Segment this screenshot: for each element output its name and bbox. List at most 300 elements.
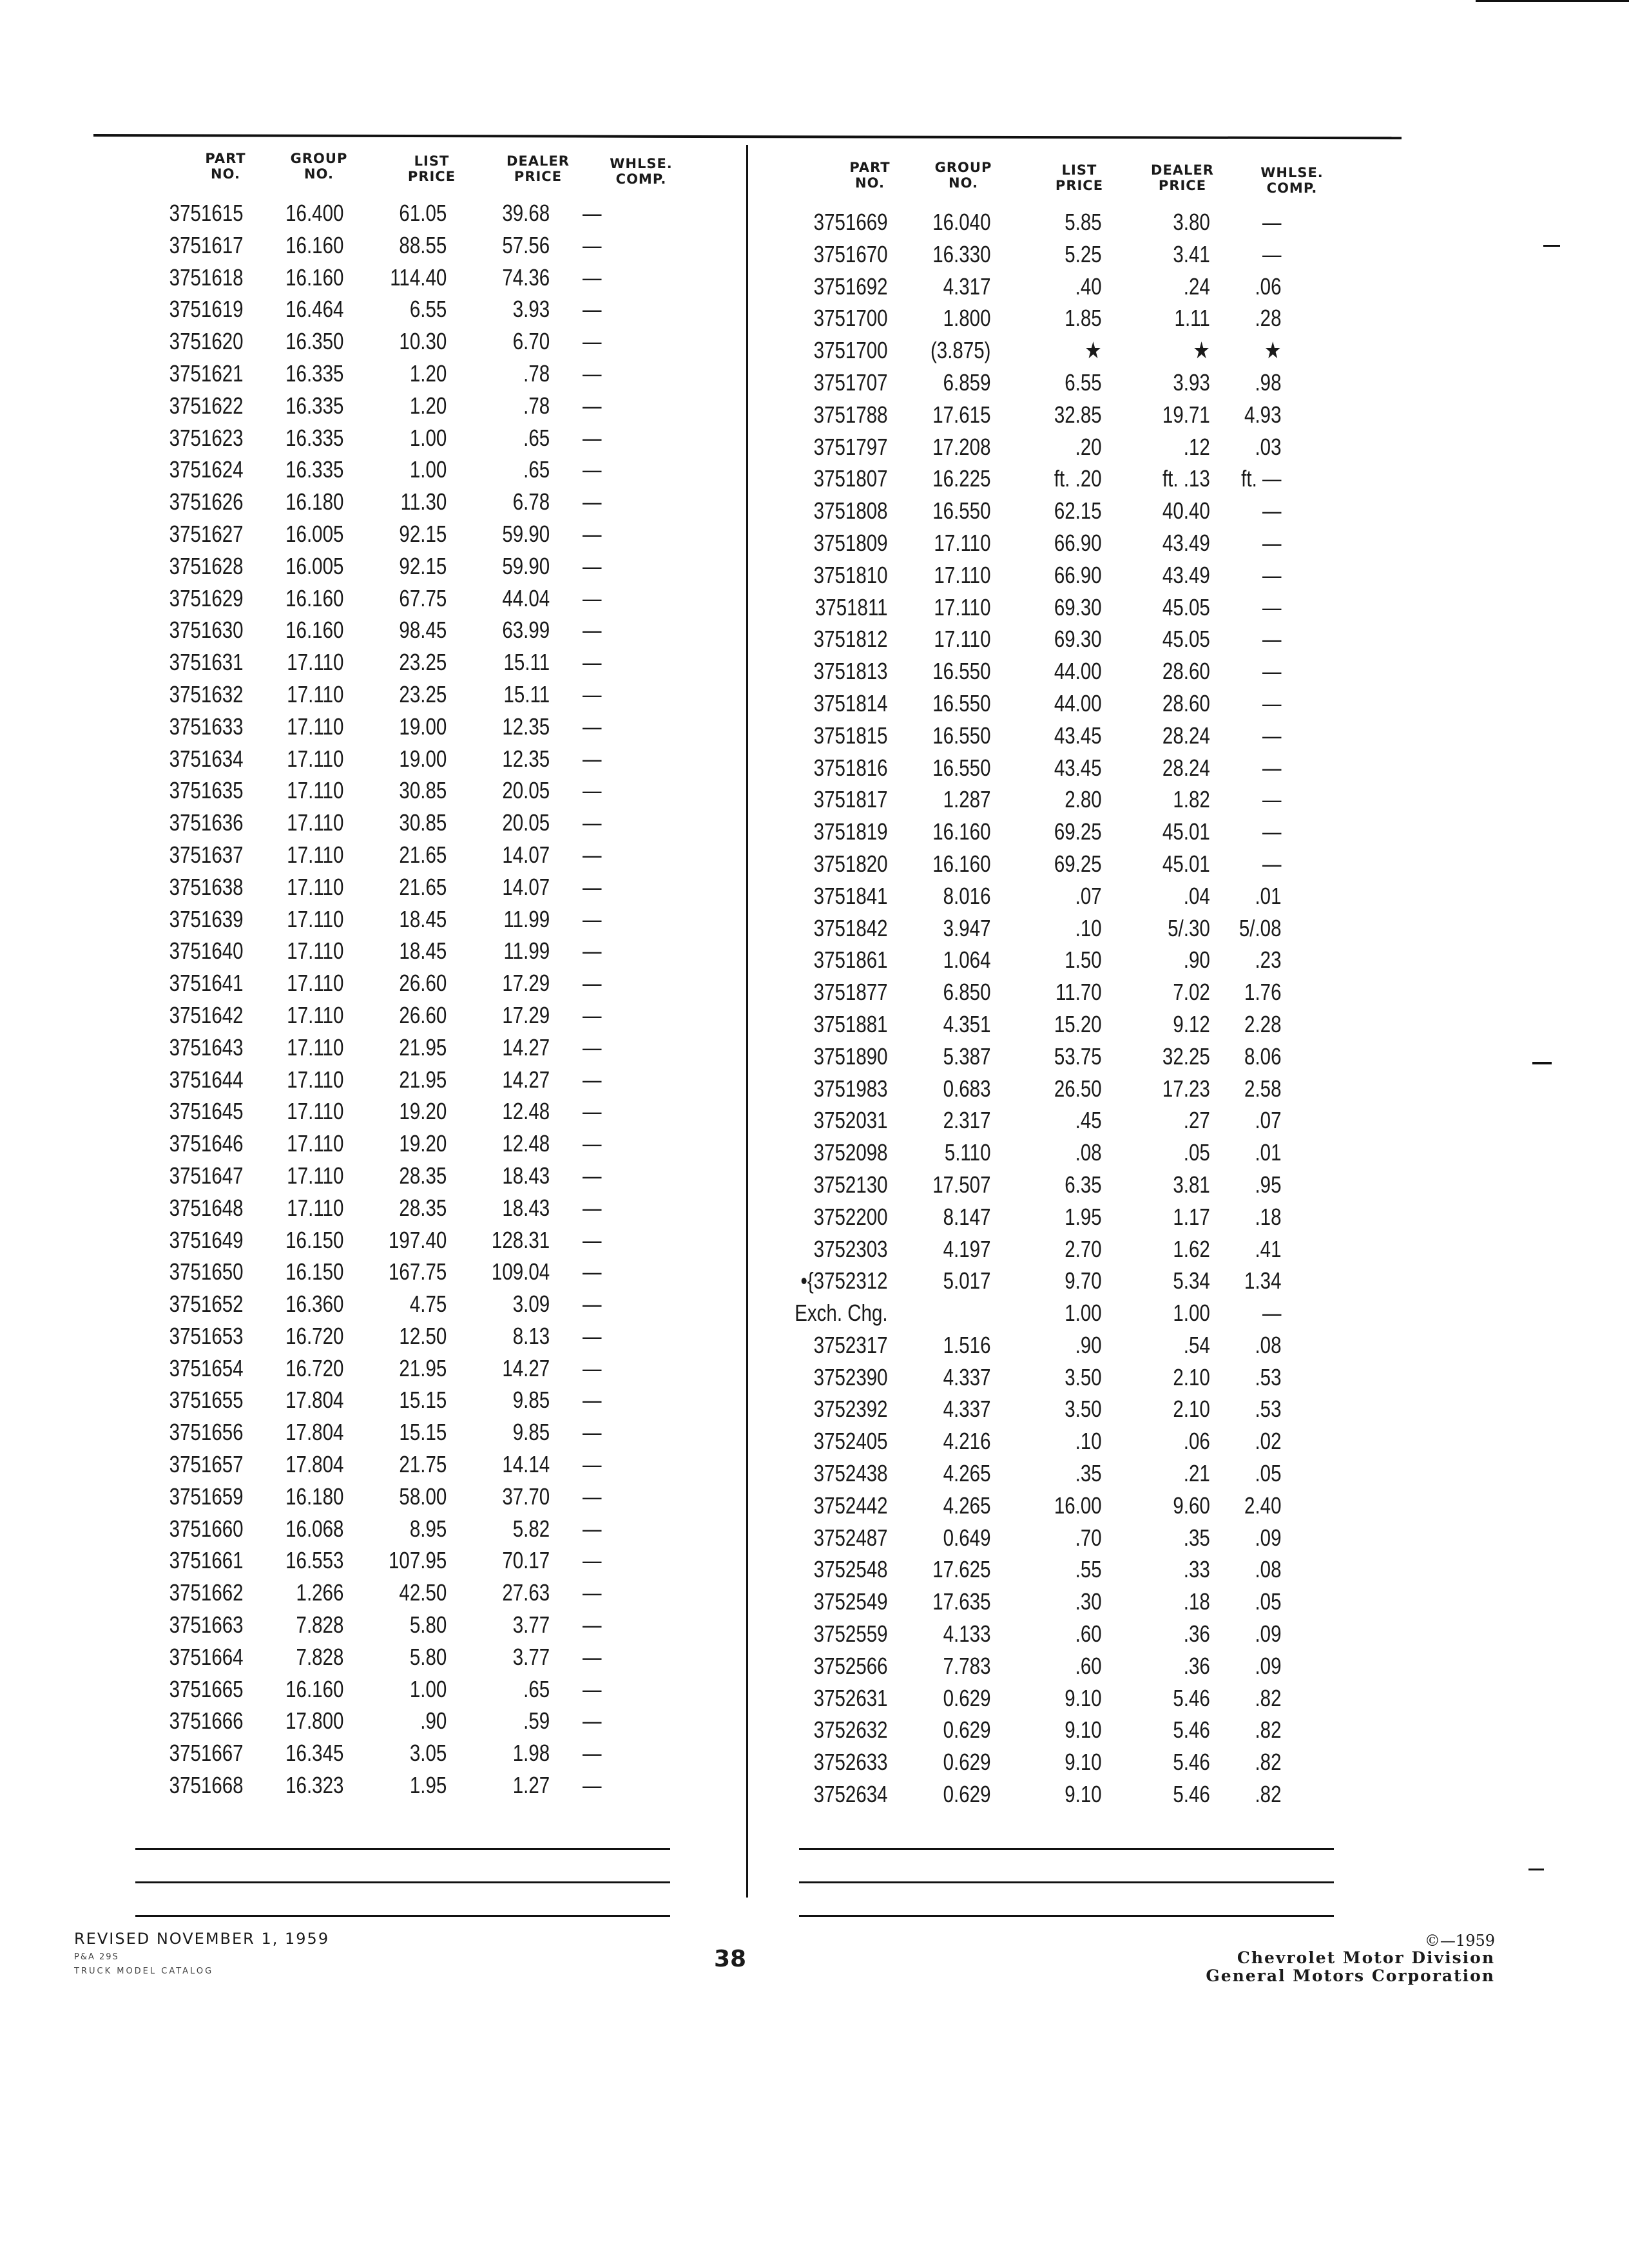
whlse-comp-cell: ★ xyxy=(1264,337,1282,364)
part-no-cell: 3751653 xyxy=(169,1322,244,1349)
part-no-cell: 3752031 xyxy=(813,1107,888,1134)
whlse-comp-cell: 8.06 xyxy=(1244,1043,1282,1070)
group-no-cell: 17.800 xyxy=(285,1707,344,1735)
group-no-cell: 17.625 xyxy=(932,1556,991,1583)
dealer-price-cell: 9.12 xyxy=(1173,1010,1210,1037)
list-price-cell: 1.85 xyxy=(1065,305,1102,332)
group-no-cell: 8.016 xyxy=(943,882,991,909)
whlse-comp-cell: — xyxy=(583,649,602,676)
list-price-cell: 6.35 xyxy=(1065,1171,1102,1198)
right-header-dealer: DEALER PRICE xyxy=(1151,162,1214,193)
whlse-comp-cell: — xyxy=(583,1579,602,1606)
list-price-cell: 5.25 xyxy=(1065,240,1102,267)
group-no-cell: 16.400 xyxy=(285,200,344,226)
dealer-price-cell: 2.10 xyxy=(1173,1363,1210,1390)
group-no-cell: 16.225 xyxy=(932,465,991,492)
list-price-cell: 67.75 xyxy=(399,584,447,611)
dealer-price-cell: 3.81 xyxy=(1173,1171,1210,1198)
dealer-price-cell: 14.14 xyxy=(502,1451,550,1478)
whlse-comp-cell: .01 xyxy=(1255,1139,1282,1166)
group-no-cell: 4.197 xyxy=(943,1235,991,1262)
part-no-cell: 3751635 xyxy=(169,777,244,804)
dealer-price-cell: 14.27 xyxy=(502,1066,550,1093)
dealer-price-cell: 12.35 xyxy=(502,713,550,740)
margin-mark-2 xyxy=(1532,1062,1552,1064)
list-price-cell: 69.25 xyxy=(1054,818,1102,845)
whlse-comp-cell: — xyxy=(583,713,602,740)
dealer-price-cell: 3.41 xyxy=(1173,240,1210,267)
whlse-comp-cell: — xyxy=(1262,497,1282,524)
group-no-cell: 16.550 xyxy=(932,658,991,685)
dealer-price-cell: 7.02 xyxy=(1173,979,1210,1006)
dealer-price-cell: .65 xyxy=(523,424,550,451)
part-no-cell: 3751642 xyxy=(169,1001,244,1028)
part-no-cell: 3752317 xyxy=(813,1331,888,1358)
group-no-cell: 17.110 xyxy=(287,713,344,740)
group-no-cell: 16.335 xyxy=(285,392,344,419)
whlse-comp-cell: — xyxy=(583,1419,602,1446)
whlse-comp-cell: .05 xyxy=(1255,1460,1282,1487)
group-no-cell: 5.017 xyxy=(943,1267,991,1294)
part-no-cell: 3751788 xyxy=(813,401,888,428)
group-no-cell: 16.180 xyxy=(285,488,344,515)
dealer-price-cell: .78 xyxy=(523,392,550,419)
right-price-table xyxy=(793,152,1360,1879)
whlse-comp-cell: — xyxy=(1262,786,1282,813)
part-no-cell: 3751640 xyxy=(169,937,244,965)
list-price-cell: .90 xyxy=(420,1707,447,1735)
part-no-cell: 3752438 xyxy=(813,1460,888,1487)
dealer-price-cell: 45.05 xyxy=(1162,593,1210,620)
dealer-price-cell: 2.10 xyxy=(1173,1396,1210,1423)
dealer-price-cell: .54 xyxy=(1183,1331,1210,1358)
list-price-cell: 197.40 xyxy=(389,1226,447,1253)
part-no-cell: 3751813 xyxy=(813,658,888,685)
whlse-comp-cell: — xyxy=(583,1772,602,1799)
dealer-price-cell: 3.09 xyxy=(512,1291,550,1318)
whlse-comp-cell: — xyxy=(1262,658,1282,685)
part-no-cell: 3751666 xyxy=(169,1707,244,1735)
group-no-cell: 5.387 xyxy=(943,1043,991,1070)
whlse-comp-cell: — xyxy=(583,488,602,515)
dealer-price-cell: 12.48 xyxy=(502,1130,550,1157)
whlse-comp-cell: — xyxy=(1262,689,1282,716)
table-top-rule xyxy=(93,134,1402,139)
group-no-cell: 17.110 xyxy=(287,905,344,932)
part-no-cell: 3751819 xyxy=(813,818,888,845)
list-price-cell: 1.20 xyxy=(409,360,447,387)
group-no-cell: 7.783 xyxy=(943,1652,991,1679)
dealer-price-cell: 45.01 xyxy=(1162,818,1210,845)
part-no-cell: 3752548 xyxy=(813,1556,888,1583)
group-no-cell: 4.317 xyxy=(943,273,991,300)
list-price-cell: 5.85 xyxy=(1065,209,1102,235)
revised-date: REVISED NOVEMBER 1, 1959 xyxy=(74,1930,330,1948)
whlse-comp-cell: .03 xyxy=(1255,433,1282,460)
division: Chevrolet Motor Division xyxy=(1237,1948,1495,1967)
dealer-price-cell: 128.31 xyxy=(491,1226,550,1253)
part-no-cell: 3751628 xyxy=(169,552,244,579)
right-header-group: GROUP NO. xyxy=(934,160,992,191)
group-no-cell: 16.345 xyxy=(285,1740,344,1767)
whlse-comp-cell: .09 xyxy=(1255,1524,1282,1551)
group-no-cell: 2.317 xyxy=(943,1107,991,1134)
whlse-comp-cell: — xyxy=(583,905,602,932)
dealer-price-cell: 109.04 xyxy=(491,1258,550,1285)
group-no-cell: 17.110 xyxy=(287,1066,344,1093)
whlse-comp-cell: 2.28 xyxy=(1244,1010,1282,1037)
whlse-comp-cell: — xyxy=(583,745,602,772)
list-price-cell: .60 xyxy=(1075,1620,1102,1648)
list-price-cell: 44.00 xyxy=(1054,689,1102,716)
part-no-cell: 3751619 xyxy=(169,296,244,323)
list-price-cell: 9.10 xyxy=(1065,1749,1102,1776)
group-no-cell: 17.615 xyxy=(932,401,991,428)
part-no-cell: 3751631 xyxy=(169,649,244,676)
dealer-price-cell: 3.93 xyxy=(512,296,550,323)
dealer-price-cell: 3.80 xyxy=(1173,209,1210,235)
group-no-cell: 17.110 xyxy=(934,593,991,620)
left-bottom-rule-2 xyxy=(135,1881,670,1883)
whlse-comp-cell: — xyxy=(583,1033,602,1061)
part-no-cell: 3751638 xyxy=(169,873,244,900)
list-price-cell: 18.45 xyxy=(399,937,447,965)
list-price-cell: 1.00 xyxy=(409,424,447,451)
list-price-cell: .60 xyxy=(1075,1652,1102,1679)
list-price-cell: 26.60 xyxy=(399,970,447,997)
group-no-cell: 17.635 xyxy=(932,1588,991,1615)
dealer-price-cell: 12.48 xyxy=(502,1098,550,1125)
dealer-price-cell: 14.07 xyxy=(502,841,550,868)
list-price-cell: ★ xyxy=(1084,337,1102,364)
whlse-comp-cell: — xyxy=(583,841,602,868)
part-no-cell: 3751645 xyxy=(169,1098,244,1125)
part-no-cell: •{3752312 xyxy=(800,1267,888,1294)
group-no-cell: 16.160 xyxy=(285,584,344,611)
list-price-cell: 23.25 xyxy=(399,680,447,707)
part-no-cell: 3752390 xyxy=(813,1363,888,1390)
left-header-part: PART NO. xyxy=(205,151,246,182)
part-no-cell: 3751817 xyxy=(813,786,888,813)
part-no-cell: 3752392 xyxy=(813,1396,888,1423)
list-price-cell: .30 xyxy=(1075,1588,1102,1615)
list-price-cell: 26.50 xyxy=(1054,1075,1102,1102)
group-no-cell: 0.629 xyxy=(943,1749,991,1776)
dealer-price-cell: 43.49 xyxy=(1162,561,1210,588)
list-price-cell: 32.85 xyxy=(1054,401,1102,428)
dealer-price-cell: 37.70 xyxy=(502,1483,550,1510)
dealer-price-cell: 1.11 xyxy=(1174,305,1210,332)
part-no-cell: 3751877 xyxy=(813,979,888,1006)
part-no-cell: 3751646 xyxy=(169,1130,244,1157)
group-no-cell: 17.507 xyxy=(932,1171,991,1198)
group-no-cell: 16.335 xyxy=(285,424,344,451)
whlse-comp-cell: — xyxy=(1262,850,1282,877)
part-no-cell: 3751629 xyxy=(169,584,244,611)
margin-mark-1 xyxy=(1543,245,1560,247)
part-no-cell: 3752487 xyxy=(813,1524,888,1551)
dealer-price-cell: .35 xyxy=(1183,1524,1210,1551)
dealer-price-cell: 45.05 xyxy=(1162,626,1210,653)
dealer-price-cell: .90 xyxy=(1183,947,1210,974)
whlse-comp-cell: 5/.08 xyxy=(1239,914,1282,941)
whlse-comp-cell: — xyxy=(583,1162,602,1189)
whlse-comp-cell: — xyxy=(583,1707,602,1735)
list-price-cell: 107.95 xyxy=(389,1547,447,1574)
whlse-comp-cell: .82 xyxy=(1255,1781,1282,1808)
whlse-comp-cell: .41 xyxy=(1255,1235,1282,1262)
dealer-price-cell: 1.17 xyxy=(1173,1203,1210,1230)
group-no-cell: 17.110 xyxy=(287,745,344,772)
whlse-comp-cell: — xyxy=(1262,593,1282,620)
whlse-comp-cell: .09 xyxy=(1255,1652,1282,1679)
dealer-price-cell: 5.34 xyxy=(1173,1267,1210,1294)
dealer-price-cell: 40.40 xyxy=(1162,497,1210,524)
whlse-comp-cell: — xyxy=(583,200,602,226)
dealer-price-cell: 28.60 xyxy=(1162,658,1210,685)
part-no-cell: 3751656 xyxy=(169,1419,244,1446)
group-no-cell: 17.110 xyxy=(287,841,344,868)
whlse-comp-cell: — xyxy=(583,1675,602,1702)
part-no-cell: 3751632 xyxy=(169,680,244,707)
part-no-cell: 3751842 xyxy=(813,914,888,941)
list-price-cell: 21.95 xyxy=(399,1066,447,1093)
list-price-cell: 19.20 xyxy=(399,1130,447,1157)
dealer-price-cell: .06 xyxy=(1183,1428,1210,1455)
whlse-comp-cell: — xyxy=(583,264,602,291)
part-no-cell: 3751661 xyxy=(169,1547,244,1574)
list-price-cell: .45 xyxy=(1075,1107,1102,1134)
pa-code: P&A 29S xyxy=(74,1952,119,1962)
group-no-cell: 4.265 xyxy=(943,1460,991,1487)
list-price-cell: 2.80 xyxy=(1065,786,1102,813)
whlse-comp-cell: 2.58 xyxy=(1244,1075,1282,1102)
dealer-price-cell: 15.11 xyxy=(503,680,550,707)
list-price-cell: 1.50 xyxy=(1065,947,1102,974)
list-price-cell: .35 xyxy=(1075,1460,1102,1487)
group-no-cell: 16.160 xyxy=(932,850,991,877)
list-price-cell: .20 xyxy=(1075,433,1102,460)
right-header-part: PART NO. xyxy=(849,160,891,191)
dealer-price-cell: 44.04 xyxy=(502,584,550,611)
group-no-cell: 16.350 xyxy=(285,328,344,355)
part-no-cell: 3751627 xyxy=(169,520,244,547)
top-right-edge-rule xyxy=(1476,0,1629,2)
list-price-cell: 21.65 xyxy=(399,873,447,900)
part-no-cell: 3751622 xyxy=(169,392,244,419)
dealer-price-cell: 6.78 xyxy=(512,488,550,515)
part-no-cell: 3752549 xyxy=(813,1588,888,1615)
dealer-price-cell: 5.46 xyxy=(1173,1684,1210,1711)
part-no-cell: 3751814 xyxy=(813,689,888,716)
part-no-cell: 3751660 xyxy=(169,1515,244,1542)
part-no-cell: 3751815 xyxy=(813,722,888,749)
dealer-price-cell: 19.71 xyxy=(1162,401,1210,428)
list-price-cell: 15.15 xyxy=(399,1419,447,1446)
part-no-cell: 3751630 xyxy=(169,617,244,644)
list-price-cell: 9.70 xyxy=(1065,1267,1102,1294)
whlse-comp-cell: — xyxy=(583,1483,602,1510)
part-no-cell: 3752633 xyxy=(813,1749,888,1776)
whlse-comp-cell: — xyxy=(583,1130,602,1157)
whlse-comp-cell: — xyxy=(583,231,602,258)
group-no-cell: 16.330 xyxy=(932,240,991,267)
left-bottom-rule-1 xyxy=(135,1848,670,1850)
whlse-comp-cell: — xyxy=(583,1611,602,1639)
group-no-cell: 17.110 xyxy=(287,809,344,836)
group-no-cell: 17.110 xyxy=(287,937,344,965)
whlse-comp-cell: .02 xyxy=(1255,1428,1282,1455)
whlse-comp-cell: — xyxy=(583,970,602,997)
whlse-comp-cell: .28 xyxy=(1255,305,1282,332)
group-no-cell: 4.133 xyxy=(943,1620,991,1648)
center-divider xyxy=(746,145,748,1898)
right-bottom-rule-3 xyxy=(799,1915,1334,1917)
dealer-price-cell: 11.99 xyxy=(503,905,550,932)
list-price-cell: 8.95 xyxy=(409,1515,447,1542)
group-no-cell: 0.629 xyxy=(943,1716,991,1744)
dealer-price-cell: 5.46 xyxy=(1173,1716,1210,1744)
part-no-cell: 3751890 xyxy=(813,1043,888,1070)
group-no-cell: 16.005 xyxy=(285,520,344,547)
group-no-cell: 16.323 xyxy=(285,1772,344,1799)
list-price-cell: 167.75 xyxy=(389,1258,447,1285)
whlse-comp-cell: — xyxy=(583,1740,602,1767)
list-price-cell: 15.15 xyxy=(399,1387,447,1414)
group-no-cell: 16.335 xyxy=(285,360,344,387)
part-no-cell: 3751648 xyxy=(169,1194,244,1221)
dealer-price-cell: 1.27 xyxy=(512,1772,550,1799)
list-price-cell: 5.80 xyxy=(409,1611,447,1639)
dealer-price-cell: .65 xyxy=(523,1675,550,1702)
group-no-cell: 0.629 xyxy=(943,1781,991,1808)
group-no-cell: 1.287 xyxy=(943,786,991,813)
group-no-cell: 16.068 xyxy=(285,1515,344,1542)
part-no-cell: 3752098 xyxy=(813,1139,888,1166)
group-no-cell: 16.720 xyxy=(285,1322,344,1349)
group-no-cell: 16.720 xyxy=(285,1354,344,1381)
dealer-price-cell: ★ xyxy=(1193,337,1210,364)
whlse-comp-cell: — xyxy=(583,1354,602,1381)
list-price-cell: 28.35 xyxy=(399,1194,447,1221)
group-no-cell: 17.110 xyxy=(287,1130,344,1157)
left-bottom-rule-3 xyxy=(135,1915,670,1917)
group-no-cell: 17.804 xyxy=(285,1419,344,1446)
part-no-cell: 3751618 xyxy=(169,264,244,291)
left-header-whlse: WHLSE. COMP. xyxy=(610,156,673,187)
list-price-cell: .70 xyxy=(1075,1524,1102,1551)
whlse-comp-cell: .07 xyxy=(1255,1107,1282,1134)
group-no-cell: 4.265 xyxy=(943,1492,991,1519)
whlse-comp-cell: — xyxy=(583,360,602,387)
part-no-cell: 3751810 xyxy=(813,561,888,588)
part-no-cell: 3751668 xyxy=(169,1772,244,1799)
part-no-cell: 3751809 xyxy=(813,529,888,556)
part-no-cell: 3751615 xyxy=(169,200,244,226)
list-price-cell: 2.70 xyxy=(1065,1235,1102,1262)
list-price-cell: 3.50 xyxy=(1065,1396,1102,1423)
part-no-cell: 3751663 xyxy=(169,1611,244,1639)
dealer-price-cell: .21 xyxy=(1183,1460,1210,1487)
dealer-price-cell: .27 xyxy=(1183,1107,1210,1134)
whlse-comp-cell: — xyxy=(1262,529,1282,556)
list-price-cell: 18.45 xyxy=(399,905,447,932)
dealer-price-cell: 18.43 xyxy=(502,1194,550,1221)
whlse-comp-cell: — xyxy=(1262,626,1282,653)
group-no-cell: 17.804 xyxy=(285,1387,344,1414)
list-price-cell: 12.50 xyxy=(399,1322,447,1349)
whlse-comp-cell: — xyxy=(583,520,602,547)
dealer-price-cell: 28.24 xyxy=(1162,754,1210,781)
group-no-cell: 1.800 xyxy=(943,305,991,332)
part-no-cell: 3751811 xyxy=(815,593,888,620)
dealer-price-cell: 20.05 xyxy=(502,777,550,804)
list-price-cell: 30.85 xyxy=(399,809,447,836)
group-no-cell: 4.351 xyxy=(943,1010,991,1037)
whlse-comp-cell: — xyxy=(583,1643,602,1670)
dealer-price-cell: 14.07 xyxy=(502,873,550,900)
dealer-price-cell: 17.23 xyxy=(1162,1075,1210,1102)
whlse-comp-cell: 1.34 xyxy=(1244,1267,1282,1294)
dealer-price-cell: 5.82 xyxy=(512,1515,550,1542)
list-price-cell: 26.60 xyxy=(399,1001,447,1028)
list-price-cell: 5.80 xyxy=(409,1643,447,1670)
list-price-cell: 6.55 xyxy=(409,296,447,323)
whlse-comp-cell: — xyxy=(583,328,602,355)
list-price-cell: 10.30 xyxy=(399,328,447,355)
left-price-table xyxy=(148,147,702,1874)
list-price-cell: 53.75 xyxy=(1054,1043,1102,1070)
part-no-cell: 3751650 xyxy=(169,1258,244,1285)
list-price-cell: 42.50 xyxy=(399,1579,447,1606)
dealer-price-cell: .36 xyxy=(1183,1620,1210,1648)
dealer-price-cell: 9.85 xyxy=(512,1387,550,1414)
dealer-price-cell: 1.62 xyxy=(1173,1235,1210,1262)
list-price-cell: 114.40 xyxy=(390,264,447,291)
group-no-cell: 8.147 xyxy=(943,1203,991,1230)
dealer-price-cell: 1.00 xyxy=(1173,1300,1210,1327)
whlse-comp-cell: .06 xyxy=(1255,273,1282,300)
list-price-cell: 11.30 xyxy=(400,488,447,515)
group-no-cell: 16.005 xyxy=(285,552,344,579)
whlse-comp-cell: — xyxy=(583,1258,602,1285)
part-no-cell: 3752566 xyxy=(813,1652,888,1679)
group-no-cell: 7.828 xyxy=(296,1643,344,1670)
list-price-cell: 23.25 xyxy=(399,649,447,676)
group-no-cell: (3.875) xyxy=(930,337,991,364)
group-no-cell: 16.150 xyxy=(285,1258,344,1285)
dealer-price-cell: 11.99 xyxy=(503,937,550,965)
group-no-cell: 17.804 xyxy=(285,1451,344,1478)
whlse-comp-cell: — xyxy=(583,617,602,644)
whlse-comp-cell: — xyxy=(1262,722,1282,749)
group-no-cell: 17.110 xyxy=(287,970,344,997)
part-no-cell: 3752200 xyxy=(813,1203,888,1230)
dealer-price-cell: 63.99 xyxy=(502,617,550,644)
whlse-comp-cell: — xyxy=(583,424,602,451)
group-no-cell: 17.110 xyxy=(287,1033,344,1061)
dealer-price-cell: 43.49 xyxy=(1162,529,1210,556)
dealer-price-cell: 28.60 xyxy=(1162,689,1210,716)
dealer-price-cell: 59.90 xyxy=(502,552,550,579)
list-price-cell: 9.10 xyxy=(1065,1781,1102,1808)
whlse-comp-cell: — xyxy=(583,1291,602,1318)
part-no-cell: 3751617 xyxy=(169,231,244,258)
part-no-cell: 3752442 xyxy=(813,1492,888,1519)
whlse-comp-cell: — xyxy=(583,1001,602,1028)
list-price-cell: 3.05 xyxy=(409,1740,447,1767)
part-no-cell: 3751807 xyxy=(813,465,888,492)
